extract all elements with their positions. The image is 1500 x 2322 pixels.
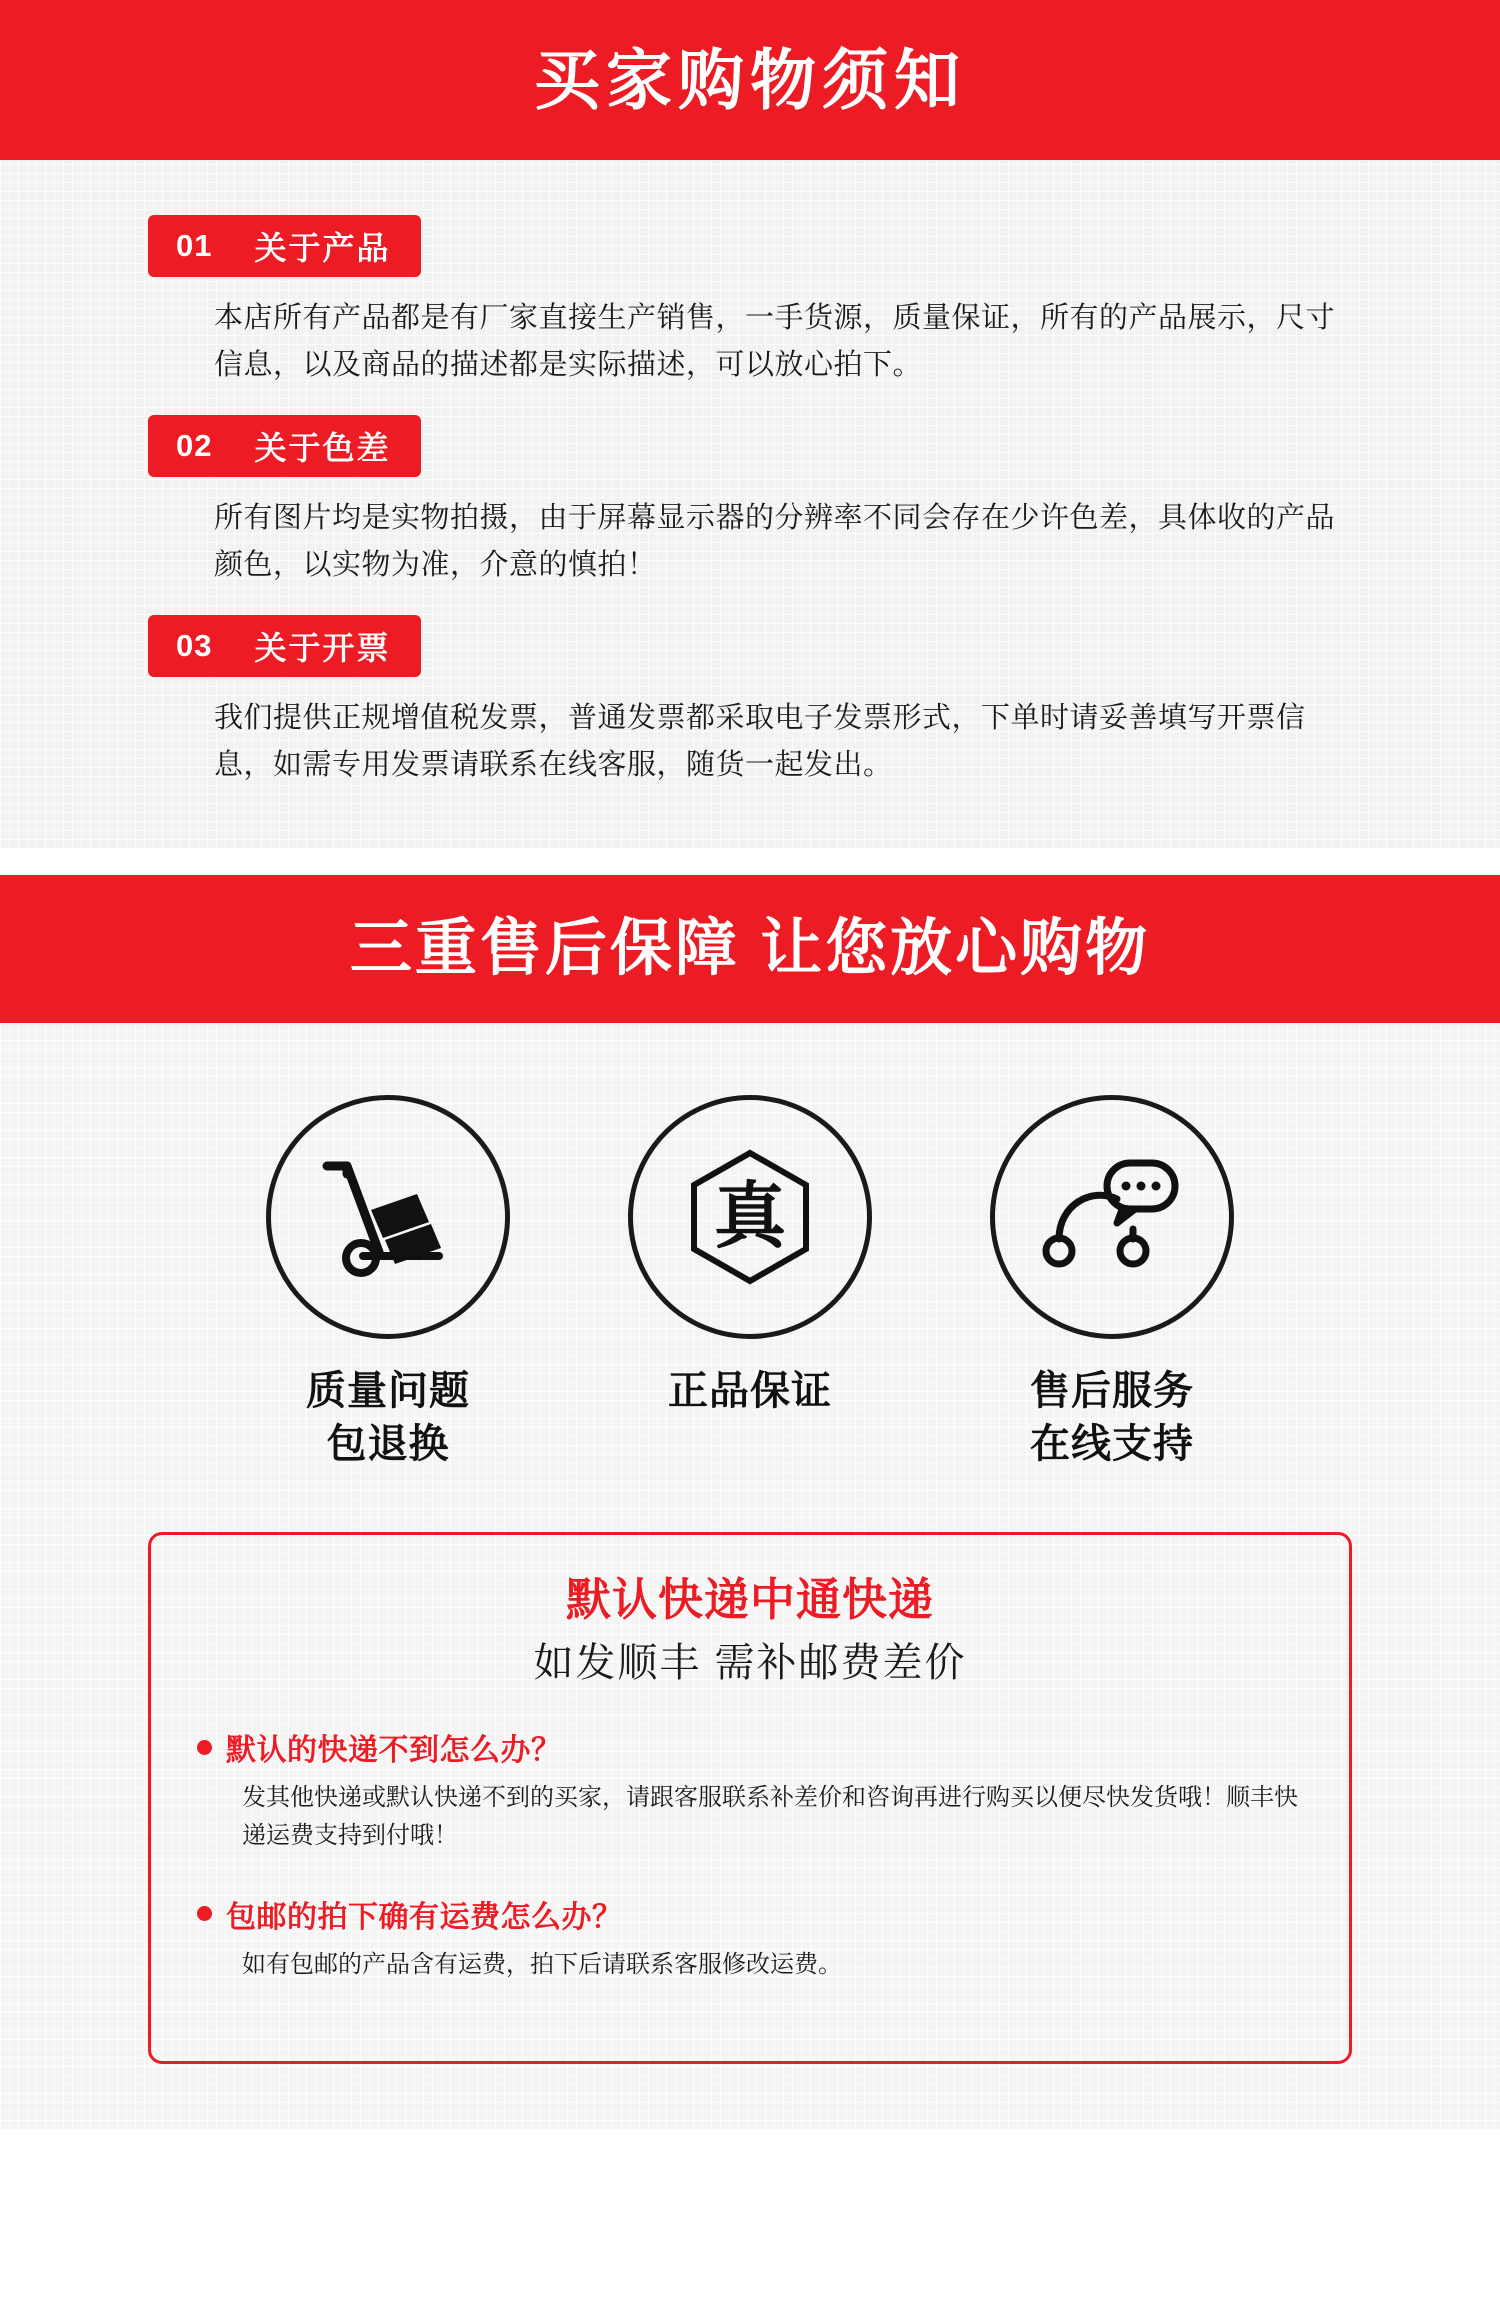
- shipping-info-box: [148, 1532, 1352, 2064]
- guarantee-label-quality: [306, 1365, 470, 1471]
- notice-tag-label: 关于产品: [254, 230, 391, 266]
- guarantee-label-line2: 在线支持: [1030, 1421, 1194, 1466]
- headset-support-icon: [990, 1095, 1234, 1339]
- notice-text-02: 所有图片均是实物拍摄，由于屏幕显示器的分辨率不同会存在少许色差，具体收的产品颜色，以实物为准，介意的慎拍！: [214, 501, 1336, 581]
- notice-tag-number: 02: [176, 427, 213, 463]
- notice-tag-02: [148, 415, 421, 477]
- shipping-question-2-row: [197, 1892, 1303, 1936]
- notice-text-03: 我们提供正规增值税发票，普通发票都采取电子发票形式，下单时请妥善填写开票信息，如需专用发票请联系在线客服，随货一起发出。: [214, 701, 1306, 781]
- notice-tag-label: 关于色差: [254, 429, 391, 466]
- guarantee-label-line1: 正品保证: [668, 1368, 832, 1413]
- hand-truck-icon: [266, 1095, 510, 1339]
- shipping-answer-2: 如有包邮的产品含有运费，拍下后请联系客服修改运费。: [242, 1950, 842, 1978]
- shipping-question-1: 默认的快递不到怎么办？: [226, 1734, 562, 1768]
- guarantee-label-line1: 售后服务: [1030, 1368, 1194, 1413]
- guarantee-banner-title: 三重售后保障 让您放心购物: [349, 913, 1151, 983]
- guarantee-banner: [0, 875, 1500, 1023]
- guarantee-item-support: [987, 1095, 1237, 1471]
- notice-item-02: [0, 415, 1500, 589]
- notice-banner-title: 买家购物须知: [534, 43, 966, 117]
- guarantee-label-authentic: [668, 1365, 832, 1418]
- guarantee-label-support: [1030, 1365, 1194, 1471]
- shipping-question-1-row: [197, 1725, 1303, 1769]
- notice-tag-03: [148, 615, 421, 677]
- shipping-question-2: 包邮的拍下确有运费怎么办？: [226, 1900, 623, 1934]
- notice-tag-number: 01: [176, 228, 213, 263]
- notice-banner: [0, 0, 1500, 160]
- guarantee-label-line1: 质量问题: [306, 1368, 470, 1413]
- shipping-answer-1: 发其他快递或默认快递不到的买家，请跟客服联系补差价和咨询再进行购买以便尽快发货哦！顺丰快递运费支持到付哦！: [242, 1784, 1298, 1849]
- bullet-dot-icon: [197, 1740, 212, 1755]
- spacer: [197, 1983, 1303, 2017]
- notice-item-01: [0, 215, 1500, 389]
- notice-text-01: 本店所有产品都是有厂家直接生产销售，一手货源，质量保证，所有的产品展示，尺寸信息，以及商品的描述都是实际描述，可以放心拍下。: [214, 302, 1336, 381]
- notice-tag-01: [148, 215, 421, 277]
- svg-text:真: 真: [713, 1176, 787, 1257]
- notice-tag-label: 关于开票: [254, 629, 391, 666]
- shipping-qa-2: [197, 1892, 1303, 1983]
- guarantee-row: [0, 1095, 1500, 1471]
- shipping-qa-1: [197, 1725, 1303, 1853]
- shipping-subtitle: 如发顺丰 需补邮费差价: [533, 1641, 967, 1686]
- notice-tag-number: 03: [176, 627, 213, 663]
- notice-body: [0, 160, 1500, 849]
- guarantee-item-quality: [263, 1095, 513, 1471]
- shipping-title: 默认快递中通快递: [565, 1574, 934, 1626]
- guarantee-label-line2: 包退换: [326, 1421, 450, 1466]
- guarantee-item-authentic: [625, 1095, 875, 1471]
- bullet-dot-icon: [197, 1906, 212, 1921]
- guarantee-body: [0, 1023, 1500, 2130]
- notice-item-03: [0, 615, 1500, 789]
- authentic-hexagon-icon: [628, 1095, 872, 1339]
